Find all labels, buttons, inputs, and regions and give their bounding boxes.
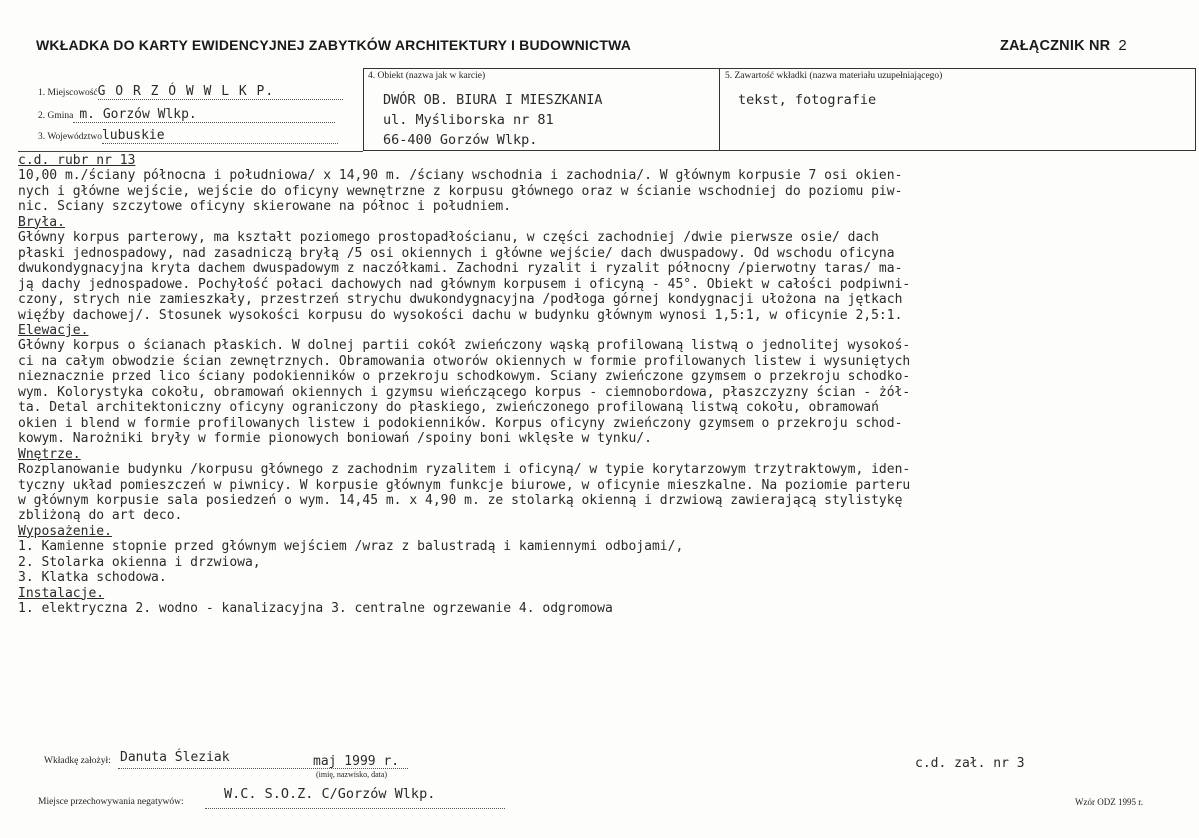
text-line: wym. Kolorystyka cokołu, obramowań okiennych i gzymsu wieńczącego korpus - ciemnobordowa, płaszczyzny ścian - żół-	[18, 384, 911, 400]
annex-number: 2	[1118, 37, 1127, 54]
province-value: lubuskie	[102, 128, 338, 144]
text-line: ta. Detal architektoniczny oficyny ograniczony do płaskiego, zwieńczonego profilowaną listwą cokołu, obramowań	[18, 400, 879, 416]
author-label: Wkładkę założył:	[44, 756, 111, 766]
text-line: w głównym korpusie sala posiedzeń o wym. 14,45 m. x 4,90 m. ze stolarką okienną i drzwiową zawierającą stylistykę	[18, 492, 903, 508]
section-heading: c.d. rubr nr 13	[18, 153, 136, 168]
text-line: nic. Ściany szczytowe oficyny skierowane na północ i południem.	[18, 199, 512, 215]
text-line: tyczny układ pomieszczeń w piwnicy. W korpusie głównym funkcje biurowe, w oficynie mieszkalne. Na poziomie parteru	[18, 477, 911, 493]
section-heading: Bryła.	[18, 214, 65, 230]
text-line: płaski jednospadowy, nad zasadniczą bryłą /5 osi okiennych i główne wejście/ dach dwuspadowy. Od wschodu oficyna	[18, 245, 895, 261]
object-line-3: 66-400 Gorzów Wlkp.	[383, 132, 538, 148]
text-line: Rozplanowanie budynku /korpusu głównego z zachodnim ryzalitem i oficyną/ w typie korytarzowym trzytraktowym, iden-	[18, 462, 911, 478]
content-label: 5. Zawartość wkładki (nazwa materiału uzupełniającego)	[725, 71, 943, 81]
text-line: ci na całym obwodzie ścian zewnętrznych. Obramowania otworów okiennych w formie profilowanych listew i wysuniętych	[18, 353, 911, 369]
commune-value: m. Gorzów Wlkp.	[73, 107, 335, 123]
text-line: Główny korpus o ścianach płaskich. W dolnej partii cokół zwieńczony wąską profilowaną listwą o jednolitej wysokoś-	[18, 338, 911, 354]
province-field	[38, 126, 338, 144]
province-label: 3. Województwo	[38, 132, 102, 142]
object-line-1: DWÓR OB. BIURA I MIESZKANIA	[383, 92, 603, 108]
section-heading: Instalacje.	[18, 585, 105, 601]
author-date: maj 1999 r.	[313, 754, 400, 769]
commune-field	[38, 105, 335, 123]
form-code: Wzór ODZ 1995 r.	[1075, 797, 1143, 807]
text-line: ją dachy jednospadowe. Pochyłość połaci dachowych nad głównym korpusem i oficyną - 45°. Obiekt w całości podpiwni-	[18, 276, 911, 292]
text-line: więźby dachowej/. Stosunek wysokości korpusu do wysokości dachu w budynku głównym wynosi 1,5:1, w oficynie 2,5:1.	[18, 307, 903, 323]
author-caption: (imię, nazwisko, data)	[316, 770, 388, 779]
continuation-note: c.d. zał. nr 3	[915, 756, 1025, 771]
text-line: dwukondygnacyjna kryta dachem dwuspadowym z naczółkami. Zachodni ryzalit i ryzalit północny /pierwotny taras/ ma-	[18, 261, 903, 277]
form-title: WKŁADKA DO KARTY EWIDENCYJNEJ ZABYTKÓW ARCHITEKTURY I BUDOWNICTWA	[36, 37, 632, 53]
city-value: G O R Z Ó W W L K P.	[98, 84, 343, 100]
text-line: nieznacznie przed lico ściany podokienników o przekroju schodkowym. Ściany zwieńczone gzymsem o przekroju schodko-	[18, 369, 911, 385]
negatives-label: Miejsce przechowywania negatywów:	[38, 797, 184, 807]
section-heading: Wnętrze.	[18, 446, 81, 462]
text-line: 1. elektryczna 2. wodno - kanalizacyjna 3. centralne ogrzewanie 4. odgromowa	[18, 601, 613, 617]
header-divider	[18, 151, 363, 152]
text-line: 1. Kamienne stopnie przed głównym wejściem /wraz z balustradą i kamiennymi odbojami/,	[18, 539, 684, 555]
section-heading: Wyposażenie.	[18, 523, 112, 539]
text-line: 2. Stolarka okienna i drzwiowa,	[18, 554, 261, 570]
city-label: 1. Miejscowość	[38, 88, 98, 98]
object-label: 4. Obiekt (nazwa jak w karcie)	[368, 71, 486, 81]
body-text	[18, 153, 1196, 617]
content-value: tekst, fotografie	[738, 92, 877, 108]
city-field	[38, 82, 343, 100]
annex-label	[1000, 37, 1127, 54]
negatives-line	[205, 808, 505, 809]
text-line: zbliżoną do art deco.	[18, 508, 183, 524]
author-name: Danuta Śleziak	[120, 750, 230, 765]
negatives-value: W.C. S.O.Z. C/Gorzów Wlkp.	[224, 786, 436, 802]
text-line: czony, strych nie zamieszkały, przestrzeń strychu dwukondygnacyjna /podłoga górnej kondygnacji ułożona na jętkach	[18, 292, 903, 308]
text-line: 10,00 m./ściany północna i południowa/ x 14,90 m. /ściany wschodnia i zachodnia/. W głównym korpusie 7 osi okien-	[18, 168, 903, 184]
annex-label-text: ZAŁĄCZNIK NR	[1000, 38, 1111, 54]
object-line-2: ul. Myśliborska nr 81	[383, 112, 554, 128]
text-line: okien i blend w formie profilowanych listew i podokienników. Korpus oficyny zwieńczony gzymsem o przekroju schod-	[18, 415, 903, 431]
text-line: nych i główne wejście, wejście do oficyny wewnętrzne z korpusu głównego oraz w ścianie wschodniej do poziomu piw-	[18, 183, 903, 199]
text-line: Główny korpus parterowy, ma kształt poziomego prostopadłościanu, w części zachodniej /dwie pierwsze osie/ dach	[18, 230, 879, 246]
text-line: 3. Klatka schodowa.	[18, 570, 167, 586]
text-line: kowym. Narożniki bryły w formie pionowych boniowań /spoiny boni wklęsłe w tynku/.	[18, 431, 652, 447]
section-heading: Elewacje.	[18, 322, 89, 338]
commune-label: 2. Gmina	[38, 111, 74, 121]
